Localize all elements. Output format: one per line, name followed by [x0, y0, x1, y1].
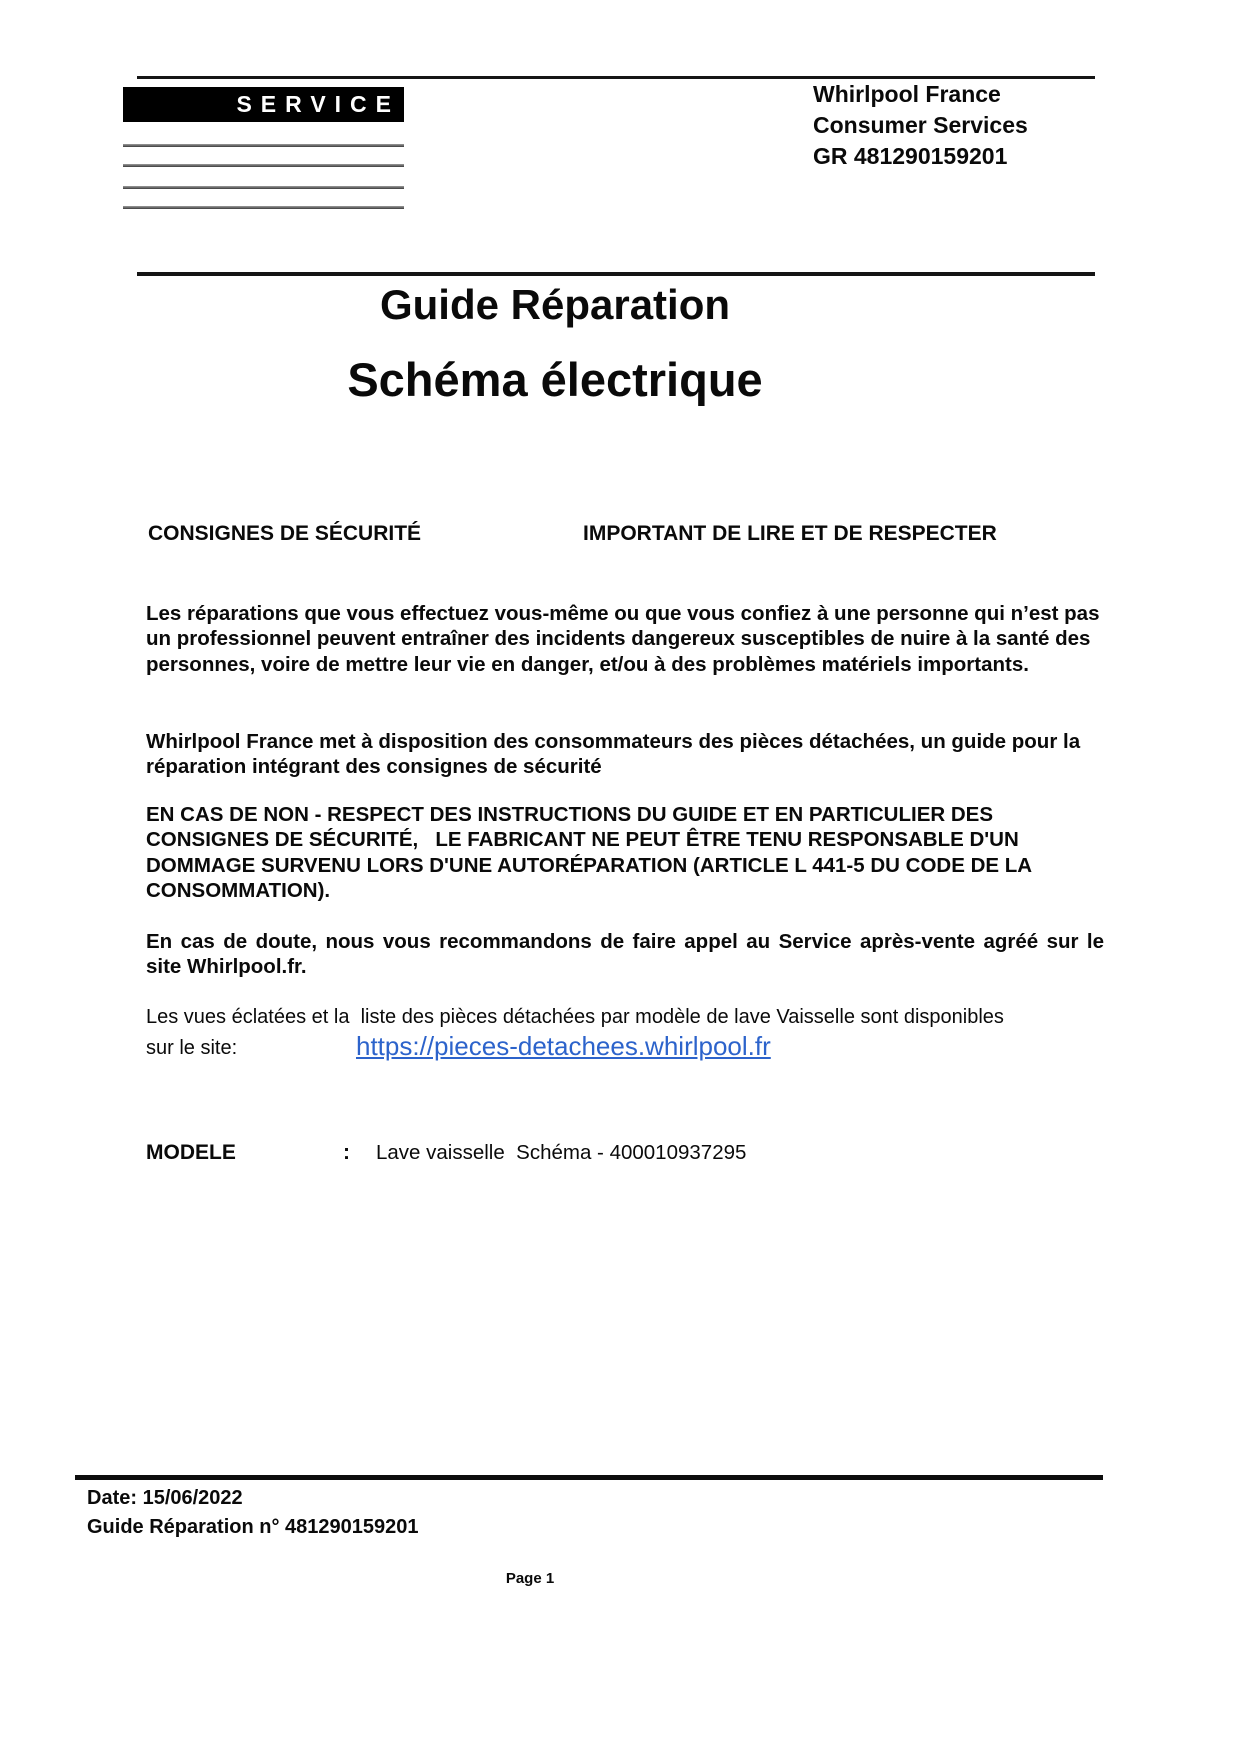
service-logo-label: SERVICE	[123, 87, 404, 122]
publisher-info	[813, 79, 1028, 172]
footer-rule	[75, 1475, 1103, 1480]
site-prefix-label: sur le site:	[146, 1037, 238, 1059]
safety-heading-right: IMPORTANT DE LIRE ET DE RESPECTER	[583, 522, 997, 545]
paragraph-pieces-detachees: Whirlpool France met à disposition des consommateurs des pièces détachées, un guide pour la réparation intégrant des consignes de sécurité	[146, 730, 1086, 779]
publisher-department: Consumer Services	[813, 112, 1028, 138]
service-logo-stripe	[123, 164, 404, 167]
paragraph-en-cas-de-doute: En cas de doute, nous vous recommandons de faire appel au Service après-vente agréé sur le site Whirlpool.fr.	[146, 930, 1110, 979]
header-bottom-rule	[137, 272, 1095, 276]
service-logo-stripe	[123, 206, 404, 209]
paragraph-vues-eclatees: Les vues éclatées et la liste des pièces détachées par modèle de lave Vaisselle sont disponibles	[146, 1006, 1004, 1028]
safety-heading-left: CONSIGNES DE SÉCURITÉ	[148, 522, 422, 545]
site-link[interactable]: https://pieces-detachees.whirlpool.fr	[356, 1031, 771, 1061]
footer-date: Date: 15/06/2022	[87, 1487, 243, 1509]
footer-guide-number: Guide Réparation n° 481290159201	[87, 1516, 419, 1538]
guide-reference: GR 481290159201	[813, 143, 1008, 169]
service-logo-stripe	[123, 144, 404, 147]
publisher-name: Whirlpool France	[813, 81, 1001, 107]
model-value: Lave vaisselle Schéma - 400010937295	[376, 1141, 747, 1164]
paragraph-non-respect: EN CAS DE NON - RESPECT DES INSTRUCTIONS DU GUIDE ET EN PARTICULIER DES CONSIGNES DE SÉCURITÉ, LE FABRICANT NE PEUT ÊTRE TENU RESPONSABLE D'UN DOMMAGE SURVENU LORS D'UNE AUTORÉPARATION (ARTICLE L 441-5 DU CODE DE LA CONSOMMATION).	[146, 803, 1038, 903]
model-separator: :	[343, 1141, 350, 1164]
page-title: Guide Réparation	[379, 281, 731, 328]
page-number: Page 1	[505, 1570, 555, 1587]
page-subtitle: Schéma électrique	[347, 353, 763, 406]
service-logo-stripe	[123, 186, 404, 189]
paragraph-reparations-danger: Les réparations que vous effectuez vous-même ou que vous confiez à une personne qui n’est pas un professionnel peuvent entraîner des incidents dangereux susceptibles de nuire à la santé des personnes, voire de mettre leur vie en danger, et/ou à des problèmes matériels importants.	[146, 602, 1106, 676]
model-label: MODELE	[146, 1141, 236, 1164]
